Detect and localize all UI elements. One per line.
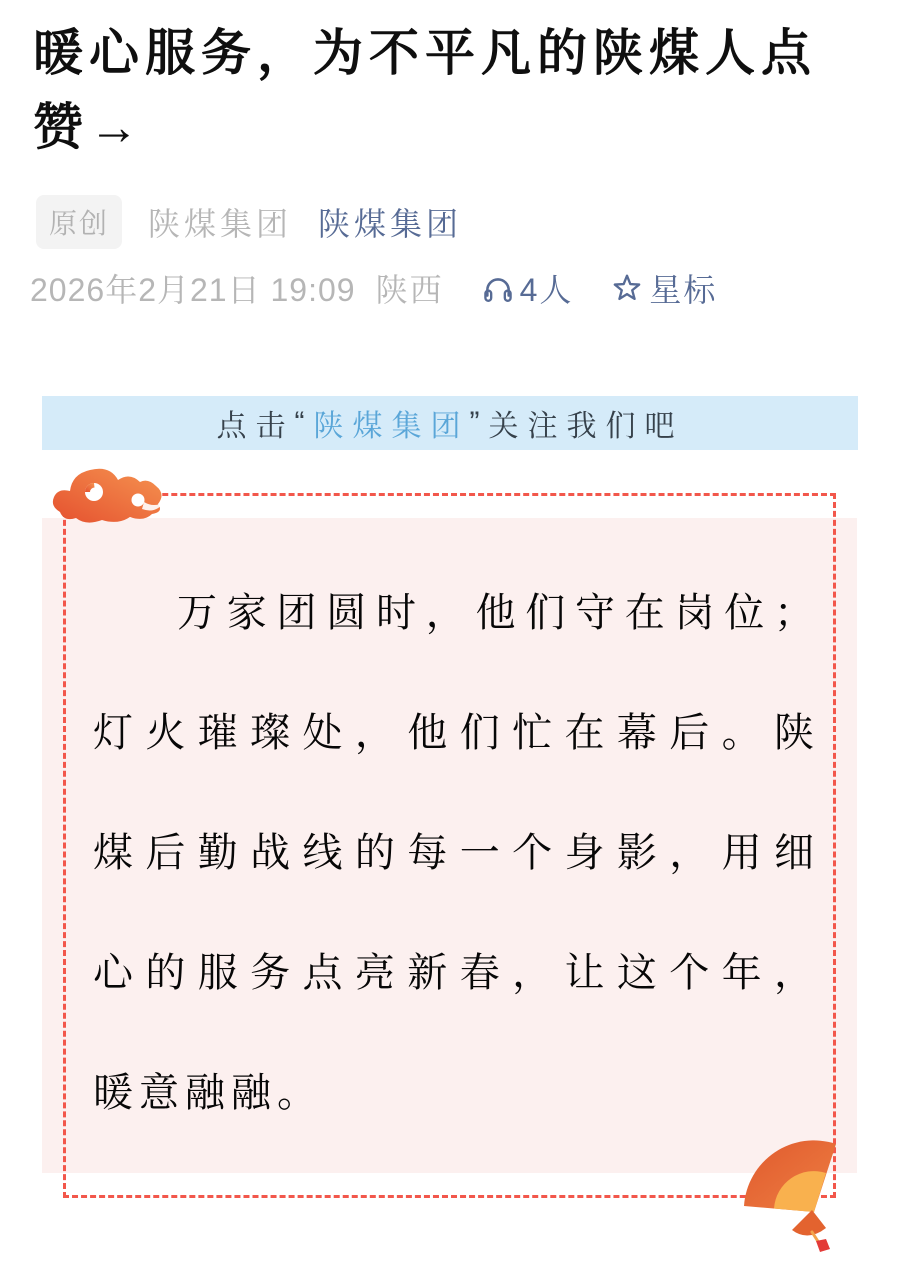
original-badge[interactable]: 原创	[36, 195, 122, 249]
listen-count-button[interactable]	[482, 265, 574, 311]
quote-line: 万家团圆时，他们守在岗位；	[177, 591, 820, 635]
cloud-decoration-icon	[48, 462, 170, 528]
banner-quote-close: ”	[469, 406, 489, 439]
byline	[36, 198, 462, 246]
quote-line: 煤后勤战线的每一个身影，用细	[93, 831, 820, 875]
headphones-icon	[482, 272, 514, 304]
star-button[interactable]	[611, 265, 717, 311]
follow-banner	[42, 396, 858, 450]
quote-paragraph	[93, 553, 820, 1153]
banner-account-link[interactable]: 陕煤集团	[313, 410, 470, 443]
fan-decoration-icon	[740, 1140, 838, 1252]
author-name: 陕煤集团	[148, 206, 293, 242]
banner-prefix: 点击	[216, 410, 295, 443]
banner-suffix: 关注我们吧	[488, 410, 684, 443]
publish-datetime: 2026年2月21日 19:09	[30, 272, 356, 308]
quote-line: 灯火璀璨处，他们忙在幕后。陕	[93, 711, 820, 755]
quote-line: 心的服务点亮新春，让这个年，	[93, 951, 820, 995]
meta-row	[30, 266, 717, 310]
article-title: 暖心服务，为不平凡的陕煤人点赞→	[33, 25, 817, 155]
account-link[interactable]: 陕煤集团	[318, 206, 463, 242]
star-icon	[611, 272, 643, 304]
banner-quote-open: “	[294, 406, 314, 439]
star-label: 星标	[649, 272, 718, 308]
listen-count-label: 4人	[519, 272, 574, 308]
publish-location: 陕西	[375, 272, 444, 308]
quote-line: 暖意融融。	[93, 1071, 323, 1115]
